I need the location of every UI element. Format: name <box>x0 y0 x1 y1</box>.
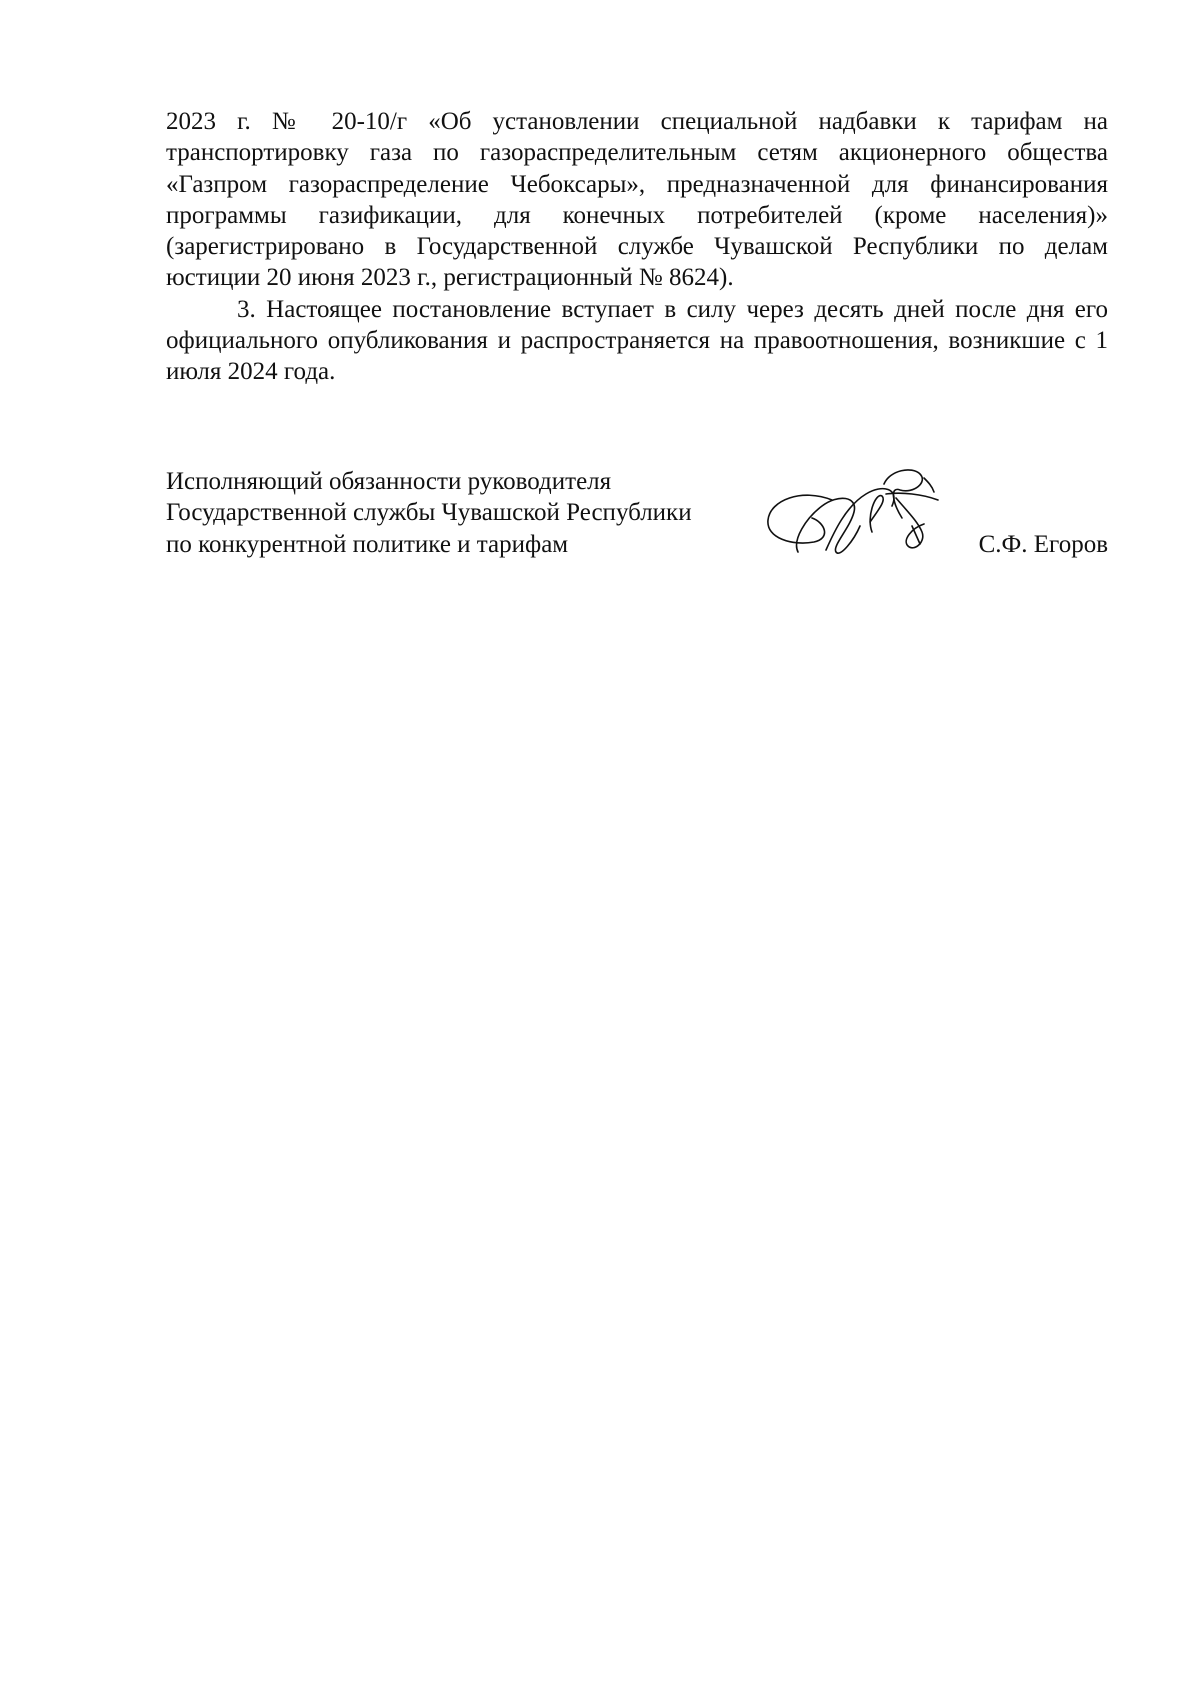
paragraph-continuation: 2023 г. № 20-10/г «Об установлении специальной надбавки к тарифам на транспортировку газа по газораспределительным сетям акционерного общества «Газпром газораспределение Чебоксары», предназначенной для финансирования программы газификации, для конечных потребителей (кроме населения)» (зарегистрировано в Государственной службе Чувашской Республики по делам юстиции 20 июня 2023 г., регистрационный № 8624). <box>166 108 1108 292</box>
signer-position-line-2: Государственной службы Чувашской Республики <box>166 499 692 527</box>
signature-block <box>166 466 1108 566</box>
handwritten-signature-icon <box>762 460 962 560</box>
signer-position-line-3: по конкурентной политике и тарифам <box>166 530 569 558</box>
signer-position-line-1: Исполняющий обязанности руководителя <box>166 468 612 495</box>
paragraph-3-effective-date: 3. Настоящее постановление вступает в силу через десять дней после дня его официального опубликования и распространяется на правоотношения, возникшие с 1 июля 2024 года. <box>166 295 1108 386</box>
signer-name: С.Ф. Егоров <box>978 530 1108 558</box>
signer-position <box>166 466 726 560</box>
document-body <box>166 106 1108 388</box>
